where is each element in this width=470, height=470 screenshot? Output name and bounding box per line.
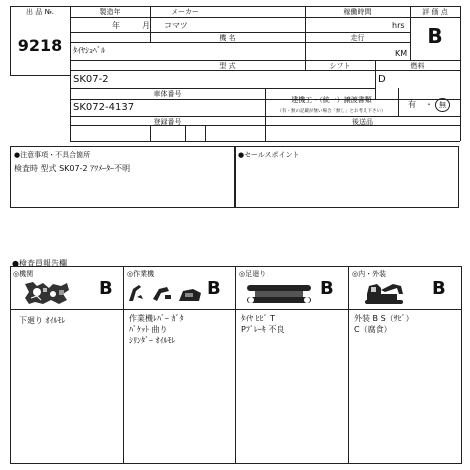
lot-label: 出 品 №. xyxy=(26,8,54,16)
work-equipment-icon xyxy=(127,283,203,303)
score-label: 評 価 点 xyxy=(422,8,448,16)
cert-dot: ・ xyxy=(425,100,433,109)
panel-exterior-grade: B xyxy=(432,278,446,299)
cert-no-circled: 無 xyxy=(435,98,450,112)
inspection-grid xyxy=(10,266,462,464)
serial-value: SK072-4137 xyxy=(73,102,135,113)
panel-engine-grade: B xyxy=(99,278,113,299)
panel-work-label: ◎作業機 xyxy=(127,270,155,278)
cert-note: （有・無の記載が無い場合「無し」とお考え下さい） xyxy=(277,109,386,114)
month-unit: 月 xyxy=(142,21,150,30)
model-name-label: 機 名 xyxy=(219,34,236,42)
parts-label: 後送品 xyxy=(352,118,373,126)
panel-undercarriage-line-2: Pﾌﾞﾚｰｷ 不良 xyxy=(241,325,285,334)
model-name-value: ﾀｲﾔｼｮﾍﾞﾙ xyxy=(73,46,105,55)
panel-work-line-3: ｼﾘﾝﾀﾞｰ ｵｲﾙﾓﾚ xyxy=(129,336,176,345)
maker-label: メーカー xyxy=(171,8,199,16)
serial-label: 車体番号 xyxy=(153,90,182,98)
crawler-track-icon xyxy=(245,281,313,307)
travel-unit: KM xyxy=(395,49,408,58)
notes-box xyxy=(10,146,236,208)
hours-label: 稼働時間 xyxy=(343,8,372,16)
type-value: SK07-2 xyxy=(73,74,109,85)
lot-number: 9218 xyxy=(17,36,63,55)
fuel-label: 燃料 xyxy=(410,62,425,70)
notes-title: ●注意事項・不具合箇所 xyxy=(14,151,91,159)
panel-work-grade: B xyxy=(207,278,221,299)
panel-undercarriage-grade: B xyxy=(320,278,334,299)
panel-exterior-line-2: C（腐食） xyxy=(354,325,392,334)
travel-label: 走行 xyxy=(350,34,365,42)
panel-undercarriage-label: ◎足廻り xyxy=(239,270,267,278)
panel-exterior-line-1: 外装 B S（ｻﾋﾞ） xyxy=(354,314,414,323)
inspection-title: ●検査員報告欄 xyxy=(12,259,67,268)
year-label: 製造年 xyxy=(99,8,121,16)
panel-engine-line-1: 下廻り ｵｲﾙﾓﾚ xyxy=(19,316,66,325)
sales-box xyxy=(234,146,459,208)
year-unit: 年 xyxy=(112,21,120,30)
fuel-value: D xyxy=(378,74,386,85)
panel-work-line-2: ﾊﾞｹｯﾄ 曲り xyxy=(129,325,168,334)
excavator-icon xyxy=(363,280,407,306)
reg-label: 登録番号 xyxy=(153,118,182,126)
notes-text: 検査時 型式 SK07-2 ｱﾜﾒｰﾀｰ不明 xyxy=(14,164,131,173)
maker-value: コマツ xyxy=(164,21,188,30)
panel-exterior-label: ◎内・外装 xyxy=(352,270,387,278)
panel-work-line-1: 作業機ﾚﾊﾞｰ ｶﾞﾀ xyxy=(129,314,184,323)
shift-label: シフト xyxy=(329,62,351,70)
type-label: 型 式 xyxy=(219,62,236,70)
panel-engine-label: ◎機関 xyxy=(13,270,34,278)
sales-title: ●セールスポイント xyxy=(238,151,300,159)
cert-label: 建機工・（統一）譲渡書類 xyxy=(291,96,372,104)
cert-yes: 有 xyxy=(408,100,416,109)
panel-undercarriage-line-1: ﾀｲﾔ ﾋﾋﾞ T xyxy=(241,314,275,323)
hours-unit: hrs xyxy=(392,21,405,30)
engine-photo-icon xyxy=(23,280,71,306)
score-value: B xyxy=(427,24,443,48)
